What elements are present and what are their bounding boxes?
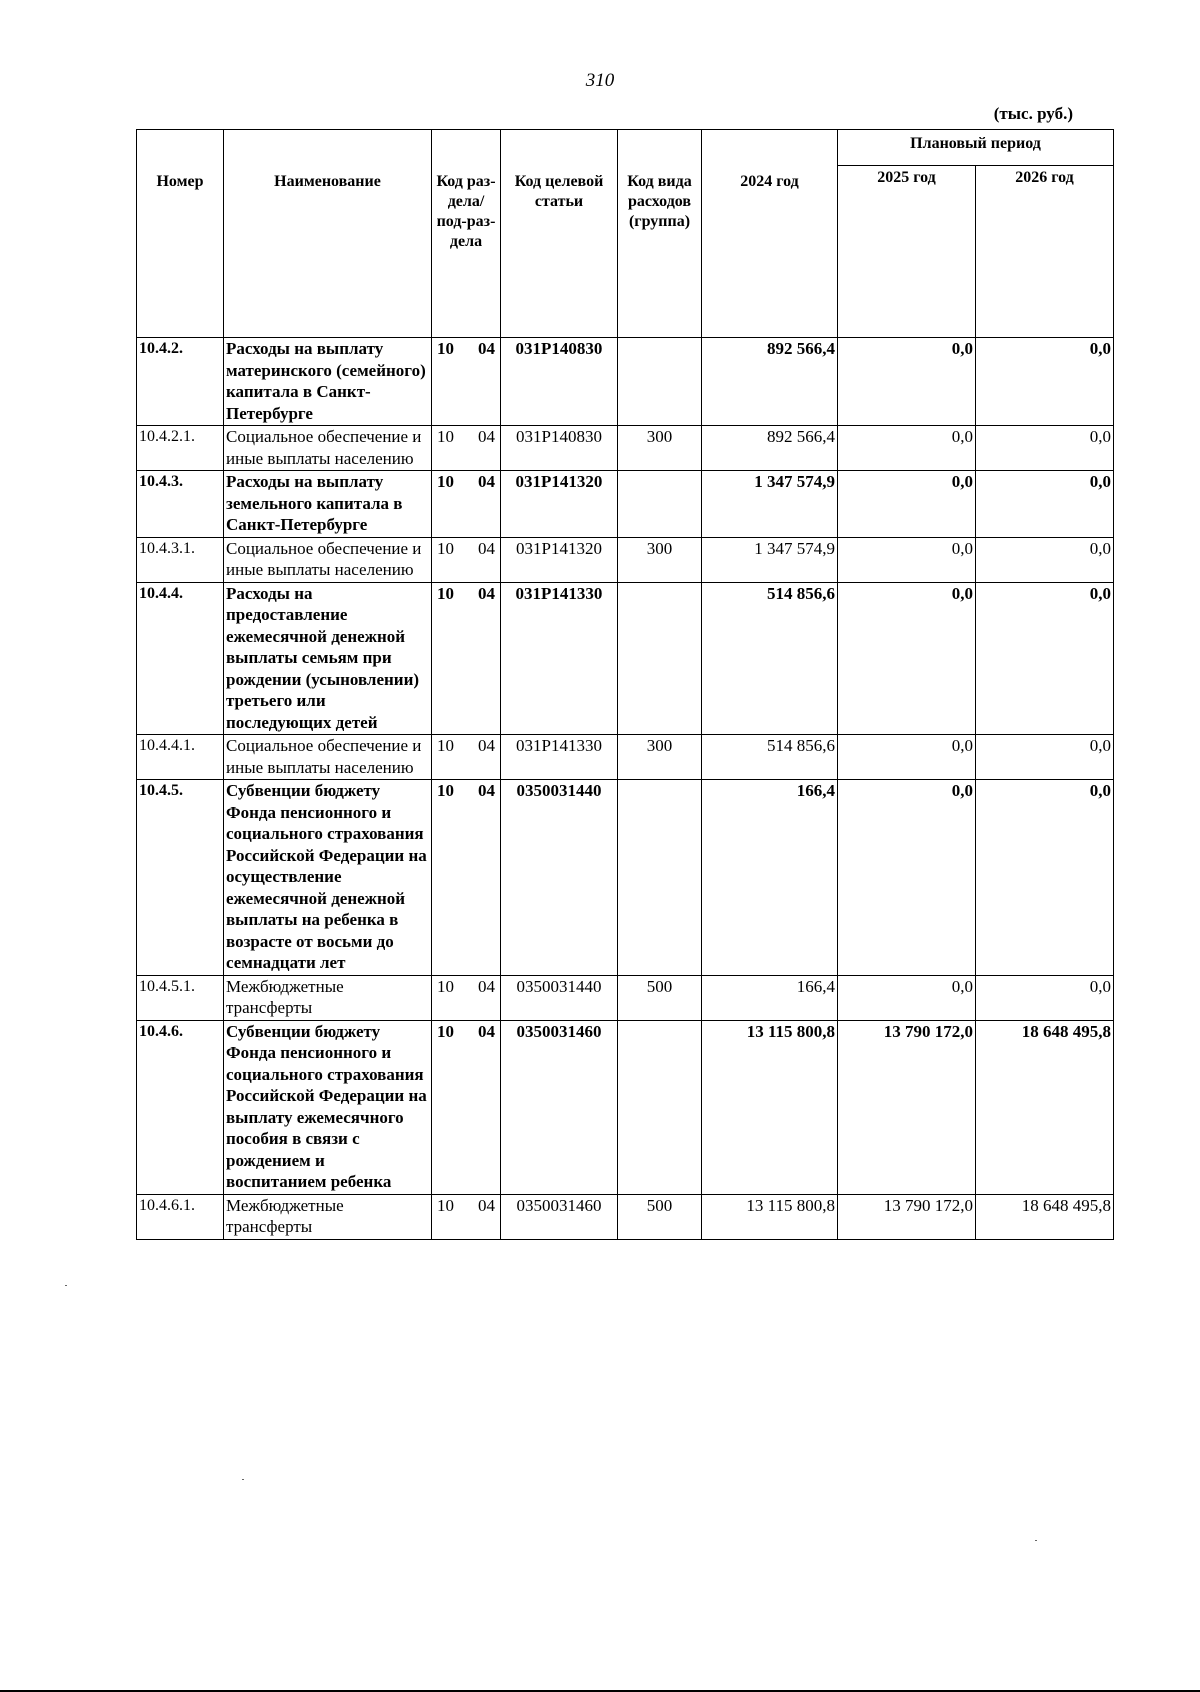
subsection-code: 04	[478, 427, 495, 446]
row-number: 10.4.2.	[137, 338, 224, 426]
header-planning-period: Плановый период	[838, 130, 1114, 166]
section-code-pair	[434, 338, 498, 360]
row-target-code: 031P141330	[501, 735, 618, 780]
row-number: 10.4.3.1.	[137, 537, 224, 582]
section-code-pair	[434, 735, 498, 757]
row-amount-2024: 1 347 574,9	[702, 471, 838, 538]
row-section-code	[432, 338, 501, 426]
section-code: 10	[437, 976, 454, 996]
header-year-2024: 2024 год	[702, 130, 838, 338]
row-number: 10.4.6.	[137, 1020, 224, 1194]
row-section-code	[432, 780, 501, 976]
row-target-code: 031P141320	[501, 537, 618, 582]
row-name: Субвенции бюджету Фонда пенсионного и социального страхования Российской Федерации на осуществление ежемесячной денежной выплаты на ребенка в возрасте от восьми до семнадцати лет	[224, 780, 432, 976]
row-name: Расходы на предоставление ежемесячной денежной выплаты семьям при рождении (усыновлении) третьего или последующих детей	[224, 582, 432, 735]
row-amount-2024: 514 856,6	[702, 735, 838, 780]
row-expense-group	[618, 780, 702, 976]
section-code-pair	[434, 976, 498, 998]
row-amount-2026: 0,0	[976, 975, 1114, 1020]
scan-speck	[65, 1285, 67, 1286]
section-code-pair	[434, 583, 498, 605]
row-amount-2025: 0,0	[838, 537, 976, 582]
row-target-code: 0350031440	[501, 975, 618, 1020]
row-section-code	[432, 471, 501, 538]
row-name: Социальное обеспечение и иные выплаты населению	[224, 735, 432, 780]
table-row	[137, 338, 1114, 426]
row-number: 10.4.2.1.	[137, 426, 224, 471]
table-row	[137, 426, 1114, 471]
row-name: Социальное обеспечение и иные выплаты населению	[224, 537, 432, 582]
section-code: 10	[437, 1195, 454, 1215]
scan-speck	[1035, 1540, 1037, 1541]
row-expense-group	[618, 338, 702, 426]
row-section-code	[432, 426, 501, 471]
row-name: Межбюджетные трансферты	[224, 1194, 432, 1239]
row-amount-2026: 0,0	[976, 735, 1114, 780]
subsection-code: 04	[478, 472, 495, 491]
row-expense-group	[618, 471, 702, 538]
row-amount-2025: 0,0	[838, 471, 976, 538]
budget-table	[136, 129, 1114, 1240]
table-row	[137, 735, 1114, 780]
row-number: 10.4.3.	[137, 471, 224, 538]
row-expense-group: 300	[618, 537, 702, 582]
row-name: Социальное обеспечение и иные выплаты населению	[224, 426, 432, 471]
row-section-code	[432, 975, 501, 1020]
row-amount-2024: 892 566,4	[702, 338, 838, 426]
table-row	[137, 582, 1114, 735]
row-expense-group: 300	[618, 426, 702, 471]
row-amount-2026: 0,0	[976, 582, 1114, 735]
subsection-code: 04	[478, 1195, 495, 1215]
row-amount-2025: 13 790 172,0	[838, 1194, 976, 1239]
row-target-code: 0350031460	[501, 1194, 618, 1239]
row-amount-2024: 1 347 574,9	[702, 537, 838, 582]
row-name: Межбюджетные трансферты	[224, 975, 432, 1020]
section-code: 10	[437, 1021, 454, 1041]
row-target-code: 031P140830	[501, 426, 618, 471]
row-number: 10.4.6.1.	[137, 1194, 224, 1239]
subsection-code: 04	[478, 736, 495, 755]
header-number: Номер	[137, 130, 224, 338]
row-amount-2024: 13 115 800,8	[702, 1194, 838, 1239]
table-row	[137, 471, 1114, 538]
section-code: 10	[437, 427, 454, 446]
table-header	[137, 130, 1114, 338]
row-section-code	[432, 1020, 501, 1194]
row-section-code	[432, 1194, 501, 1239]
scan-speck	[242, 1479, 244, 1480]
section-code-pair	[434, 1195, 498, 1217]
row-number: 10.4.4.1.	[137, 735, 224, 780]
subsection-code: 04	[478, 976, 495, 996]
section-code-pair	[434, 426, 498, 448]
row-expense-group	[618, 1020, 702, 1194]
header-year-2026: 2026 год	[976, 166, 1114, 338]
row-amount-2024: 892 566,4	[702, 426, 838, 471]
page-number: 310	[585, 70, 615, 91]
header-section-code	[432, 130, 501, 338]
row-target-code: 031P141330	[501, 582, 618, 735]
row-expense-group: 500	[618, 975, 702, 1020]
row-amount-2024: 166,4	[702, 975, 838, 1020]
row-amount-2026: 0,0	[976, 426, 1114, 471]
row-expense-group	[618, 582, 702, 735]
row-section-code	[432, 582, 501, 735]
row-amount-2024: 166,4	[702, 780, 838, 976]
row-number: 10.4.4.	[137, 582, 224, 735]
row-target-code: 0350031440	[501, 780, 618, 976]
header-year-2025: 2025 год	[838, 166, 976, 338]
header-name: Наименование	[224, 130, 432, 338]
row-expense-group: 500	[618, 1194, 702, 1239]
row-amount-2024: 514 856,6	[702, 582, 838, 735]
row-amount-2026: 0,0	[976, 471, 1114, 538]
row-amount-2026: 18 648 495,8	[976, 1194, 1114, 1239]
header-target-code: Код целевой статьи	[501, 130, 618, 338]
row-amount-2026: 18 648 495,8	[976, 1020, 1114, 1194]
row-amount-2026: 0,0	[976, 338, 1114, 426]
table-row	[137, 537, 1114, 582]
row-amount-2026: 0,0	[976, 780, 1114, 976]
header-section-code-text: Код раз-дела/ под-раз-дела	[436, 173, 496, 250]
row-number: 10.4.5.	[137, 780, 224, 976]
row-section-code	[432, 735, 501, 780]
subsection-code: 04	[478, 781, 495, 800]
section-code: 10	[437, 538, 454, 558]
table-row	[137, 1020, 1114, 1194]
row-number: 10.4.5.1.	[137, 975, 224, 1020]
row-amount-2025: 13 790 172,0	[838, 1020, 976, 1194]
header-expense-group: Код вида расходов (группа)	[618, 130, 702, 338]
section-code: 10	[437, 339, 454, 358]
row-amount-2025: 0,0	[838, 338, 976, 426]
row-section-code	[432, 537, 501, 582]
subsection-code: 04	[478, 538, 495, 558]
section-code: 10	[437, 583, 454, 603]
table-row	[137, 780, 1114, 976]
row-amount-2025: 0,0	[838, 582, 976, 735]
table-body	[137, 338, 1114, 1240]
row-amount-2025: 0,0	[838, 426, 976, 471]
row-amount-2025: 0,0	[838, 780, 976, 976]
row-amount-2025: 0,0	[838, 735, 976, 780]
section-code: 10	[437, 472, 454, 491]
section-code-pair	[434, 780, 498, 802]
row-amount-2025: 0,0	[838, 975, 976, 1020]
subsection-code: 04	[478, 1021, 495, 1041]
row-name: Субвенции бюджету Фонда пенсионного и социального страхования Российской Федерации на выплату ежемесячного пособия в связи с рождением и воспитанием ребенка	[224, 1020, 432, 1194]
table-row	[137, 1194, 1114, 1239]
section-code-pair	[434, 1021, 498, 1043]
section-code: 10	[437, 781, 454, 800]
section-code-pair	[434, 538, 498, 560]
section-code-pair	[434, 471, 498, 493]
row-expense-group: 300	[618, 735, 702, 780]
table-row	[137, 975, 1114, 1020]
row-target-code: 0350031460	[501, 1020, 618, 1194]
subsection-code: 04	[478, 583, 495, 603]
row-amount-2024: 13 115 800,8	[702, 1020, 838, 1194]
subsection-code: 04	[478, 339, 495, 358]
row-target-code: 031P141320	[501, 471, 618, 538]
row-amount-2026: 0,0	[976, 537, 1114, 582]
section-code: 10	[437, 736, 454, 755]
row-name: Расходы на выплату материнского (семейного) капитала в Санкт-Петербурге	[224, 338, 432, 426]
row-name: Расходы на выплату земельного капитала в Санкт-Петербурге	[224, 471, 432, 538]
row-target-code: 031P140830	[501, 338, 618, 426]
units-label: (тыс. руб.)	[993, 104, 1073, 123]
